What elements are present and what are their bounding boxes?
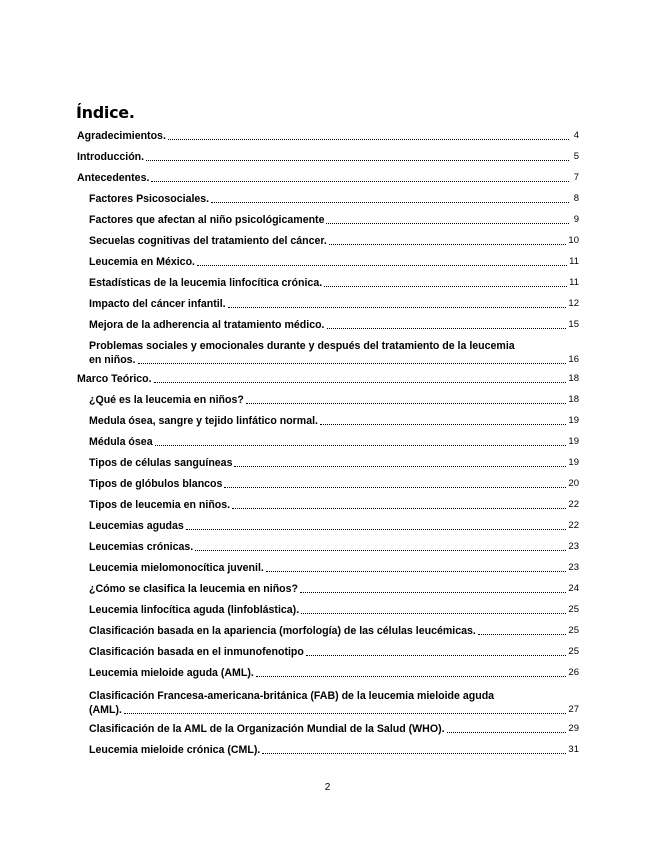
toc-entry[interactable]: [89, 457, 579, 469]
toc-entry[interactable]: [89, 415, 579, 427]
toc-entry-page: 19: [568, 457, 579, 468]
toc-entry-page: 23: [568, 541, 579, 552]
toc-entry-page: 11: [569, 277, 579, 288]
dot-leader: [168, 138, 569, 140]
dot-leader: [266, 570, 567, 572]
toc-entry[interactable]: [89, 690, 579, 716]
toc-entry-title: Leucemia en México.: [89, 256, 195, 268]
dot-leader: [228, 306, 567, 308]
toc-entry[interactable]: [89, 256, 579, 268]
toc-entry-title: Clasificación basada en la apariencia (morfología) de las células leucémicas.: [89, 625, 476, 637]
toc-entry-title: Leucemia mielomonocítica juvenil.: [89, 562, 264, 574]
toc-entry-title: Tipos de glóbulos blancos: [89, 478, 223, 490]
toc-entry-title: Leucemia mieloide aguda (AML).: [89, 667, 254, 679]
dot-leader: [329, 243, 567, 245]
toc-entry-page: 22: [568, 520, 579, 531]
toc-entry-page: 18: [568, 373, 579, 384]
dot-leader: [326, 222, 569, 224]
toc-entry-title: Introducción.: [77, 151, 145, 163]
page-number: 2: [324, 782, 331, 793]
toc-entry[interactable]: [89, 583, 579, 595]
toc-entry-page: 25: [568, 625, 579, 636]
toc-entry[interactable]: [89, 193, 579, 205]
toc-entry-title: Secuelas cognitivas del tratamiento del cáncer.: [89, 235, 327, 247]
dot-leader: [306, 654, 567, 656]
toc-entry-page: 22: [568, 499, 579, 510]
toc-entry-title: Clasificación basada en el inmunofenotipo: [89, 646, 304, 658]
dot-leader: [301, 612, 566, 614]
toc-entry-title: ¿Cómo se clasifica la leucemia en niños?: [89, 583, 299, 595]
toc-entry[interactable]: [89, 235, 579, 247]
toc-entry[interactable]: [89, 436, 579, 448]
toc-entry-title: Problemas sociales y emocionales durante y después del tratamiento de la leucemia: [89, 340, 515, 352]
dot-leader: [224, 486, 566, 488]
dot-leader: [262, 752, 566, 754]
toc-entry[interactable]: [89, 625, 579, 637]
toc-entry-page: 29: [568, 723, 579, 734]
toc-entry-page: 9: [573, 214, 579, 225]
dot-leader: [211, 201, 569, 203]
dot-leader: [246, 402, 567, 404]
dot-leader: [324, 285, 567, 287]
toc-entry-title-continued: en niños.: [89, 354, 136, 366]
toc-entry[interactable]: [89, 394, 579, 406]
toc-entry-title: Clasificación Francesa-americana-británica (FAB) de la leucemia mieloide aguda: [89, 690, 495, 702]
toc-entry-title: Leucemia linfocítica aguda (linfoblástica).: [89, 604, 300, 616]
dot-leader: [447, 731, 567, 733]
toc-entry-title: Estadísticas de la leucemia linfocítica crónica.: [89, 277, 323, 289]
toc-entry-page: 12: [568, 298, 579, 309]
toc-entry[interactable]: [89, 277, 579, 289]
toc-entry-title: Leucemias crónicas.: [89, 541, 194, 553]
toc-entry-page: 16: [568, 354, 579, 365]
toc-entry-page: 25: [568, 646, 579, 657]
toc-entry[interactable]: [89, 319, 579, 331]
toc-entry[interactable]: [89, 541, 579, 553]
toc-entry-page: 20: [568, 478, 579, 489]
dot-leader: [151, 180, 569, 182]
toc-entry[interactable]: [89, 604, 579, 616]
toc-entry-page: 31: [568, 744, 579, 755]
toc-entry[interactable]: [77, 151, 579, 163]
toc-entry[interactable]: [89, 744, 579, 756]
toc-entry[interactable]: [89, 520, 579, 532]
toc-entry-page: 5: [573, 151, 579, 162]
toc-entry[interactable]: [89, 478, 579, 490]
dot-leader: [478, 633, 567, 635]
toc-entry-title: Leucemia mieloide crónica (CML).: [89, 744, 261, 756]
toc-entry-title: Antecedentes.: [77, 172, 150, 184]
toc-entry-title: Leucemias agudas: [89, 520, 184, 532]
toc-entry-title: Agradecimientos.: [77, 130, 166, 142]
toc-entry-page: 24: [568, 583, 579, 594]
toc-entry-title: Médula ósea: [89, 436, 153, 448]
dot-leader: [197, 264, 567, 266]
toc-entry[interactable]: [89, 562, 579, 574]
toc-entry-page: 8: [573, 193, 579, 204]
toc-entry[interactable]: [77, 130, 579, 142]
toc-entry[interactable]: [89, 499, 579, 511]
toc-entry-page: 19: [568, 415, 579, 426]
toc-entry-page: 18: [568, 394, 579, 405]
dot-leader: [234, 465, 566, 467]
dot-leader: [327, 327, 567, 329]
toc-entry-page: 23: [568, 562, 579, 573]
toc-entry-page: 25: [568, 604, 579, 615]
toc-entry-title: Medula ósea, sangre y tejido linfático normal.: [89, 415, 318, 427]
dot-leader: [195, 549, 566, 551]
toc-entry-page: 27: [568, 704, 579, 715]
toc-entry-page: 19: [568, 436, 579, 447]
toc-entry-title-continued: (AML).: [89, 704, 122, 716]
toc-entry[interactable]: [77, 373, 579, 385]
dot-leader: [256, 675, 567, 677]
toc-entry-page: 7: [573, 172, 579, 183]
dot-leader: [186, 528, 567, 530]
toc-entry[interactable]: [89, 214, 579, 226]
dot-leader: [320, 423, 566, 425]
toc-entry[interactable]: [89, 646, 579, 658]
toc-entry[interactable]: [89, 340, 579, 366]
toc-entry-title: Impacto del cáncer infantil.: [89, 298, 226, 310]
toc-entry-title: ¿Qué es la leucemia en niños?: [89, 394, 244, 406]
toc-entry[interactable]: [89, 298, 579, 310]
toc-entry[interactable]: [89, 723, 579, 735]
toc-entry-title: Tipos de leucemia en niños.: [89, 499, 231, 511]
toc-entry-page: 15: [568, 319, 579, 330]
dot-leader: [300, 591, 566, 593]
toc-entry-title: Factores Psicosociales.: [89, 193, 210, 205]
dot-leader: [154, 381, 567, 383]
toc-entry-title: Factores que afectan al niño psicológicamente: [89, 214, 325, 226]
toc-entry-title: Mejora de la adherencia al tratamiento médico.: [89, 319, 325, 331]
toc-entry[interactable]: [77, 172, 579, 184]
toc-entry-title: Marco Teórico.: [77, 373, 152, 385]
toc-entry-page: 4: [573, 130, 579, 141]
toc-entry-page: 11: [569, 256, 579, 267]
dot-leader: [232, 507, 566, 509]
dot-leader: [146, 159, 569, 161]
toc-entry-title: Tipos de células sanguíneas: [89, 457, 233, 469]
toc-entry-page: 10: [568, 235, 579, 246]
dot-leader: [124, 712, 566, 714]
toc-title: Índice.: [76, 103, 135, 122]
toc-entry-page: 26: [568, 667, 579, 678]
toc-entry[interactable]: [89, 667, 579, 679]
dot-leader: [155, 444, 567, 446]
dot-leader: [138, 362, 567, 364]
toc-entry-title: Clasificación de la AML de la Organización Mundial de la Salud (WHO).: [89, 723, 445, 735]
